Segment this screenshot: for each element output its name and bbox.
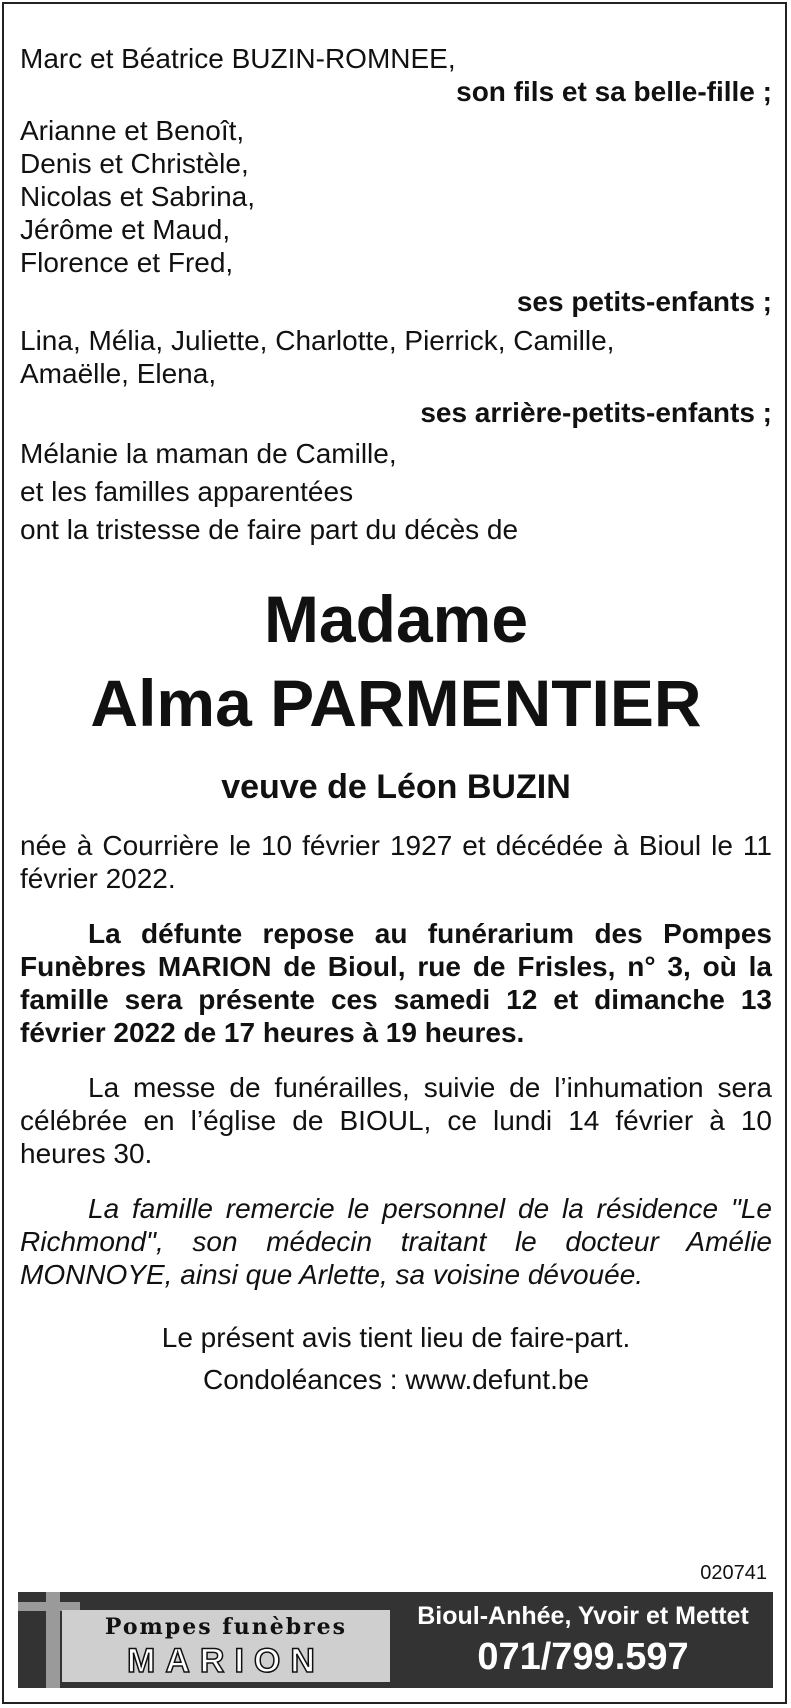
deceased-name-block — [20, 577, 772, 807]
grandchildren-list — [20, 114, 772, 279]
notice-line: Le présent avis tient lieu de faire-part. — [161, 1322, 631, 1353]
deceased-honorific: Madame — [263, 582, 529, 656]
deceased-name: Alma PARMENTIER — [90, 666, 702, 740]
widow-of: veuve de Léon BUZIN — [221, 768, 571, 806]
son-relation: son fils et sa belle-fille ; — [456, 76, 772, 107]
family-line: et les familles apparentées — [20, 476, 354, 507]
family-line: ont la tristesse de faire part du décès de — [20, 514, 519, 545]
grandchild-line: Jérôme et Maud, — [20, 214, 231, 245]
other-family-lines — [20, 435, 772, 549]
grandchild-line: Nicolas et Sabrina, — [20, 181, 256, 212]
thanks-paragraph: La famille remercie le personnel de la résidence "Le Richmond", son médecin traitant le docteur Amélie MONNOYE, ainsi que Arlette, sa voisine dévouée. — [20, 1193, 772, 1290]
grandchildren-relation: ses petits-enfants ; — [516, 286, 772, 317]
family-line: Mélanie la maman de Camille, — [20, 438, 397, 469]
birth-death-paragraph: née à Courrière le 10 février 1927 et décédée à Bioul le 11 février 2022. — [20, 830, 772, 894]
logo-top-text: Pompes funèbres — [104, 1614, 348, 1640]
funeral-home-logo — [62, 1610, 390, 1682]
funeral-paragraph: La messe de funérailles, suivie de l’inhumation sera célébrée en l’église de BIOUL, ce lundi 14 février à 10 heures 30. — [20, 1072, 772, 1169]
great-grandchild-line: Lina, Mélia, Juliette, Charlotte, Pierrick, Camille, — [20, 325, 615, 356]
logo-bottom-text: MARION — [72, 1644, 380, 1678]
grandchild-line: Florence et Fred, — [20, 247, 234, 278]
viewing-paragraph: La défunte repose au funérarium des Pompes Funèbres MARION de Bioul, rue de Frisles, n° 3, où la famille sera présente ces samedi 12 et dimanche 13 février 2022 de 17 heures à 19 heures. — [20, 918, 772, 1048]
son-line: Marc et Béatrice BUZIN-ROMNEE, — [20, 43, 456, 74]
great-grandchild-line: Amaëlle, Elena, — [20, 358, 217, 389]
funeral-home-banner — [18, 1592, 773, 1688]
phone-number: 071/799.597 — [477, 1636, 689, 1678]
great-grandchildren-relation: ses arrière-petits-enfants ; — [420, 397, 772, 428]
reference-number: 020741 — [700, 1562, 767, 1584]
grandchild-line: Denis et Christèle, — [20, 148, 249, 179]
service-locations: Bioul-Anhée, Yvoir et Mettet — [417, 1602, 749, 1630]
great-grandchildren-list — [20, 324, 772, 390]
grandchild-line: Arianne et Benoît, — [20, 115, 245, 146]
condolences-line: Condoléances : www.defunt.be — [202, 1364, 590, 1395]
obituary-content — [20, 42, 772, 1401]
